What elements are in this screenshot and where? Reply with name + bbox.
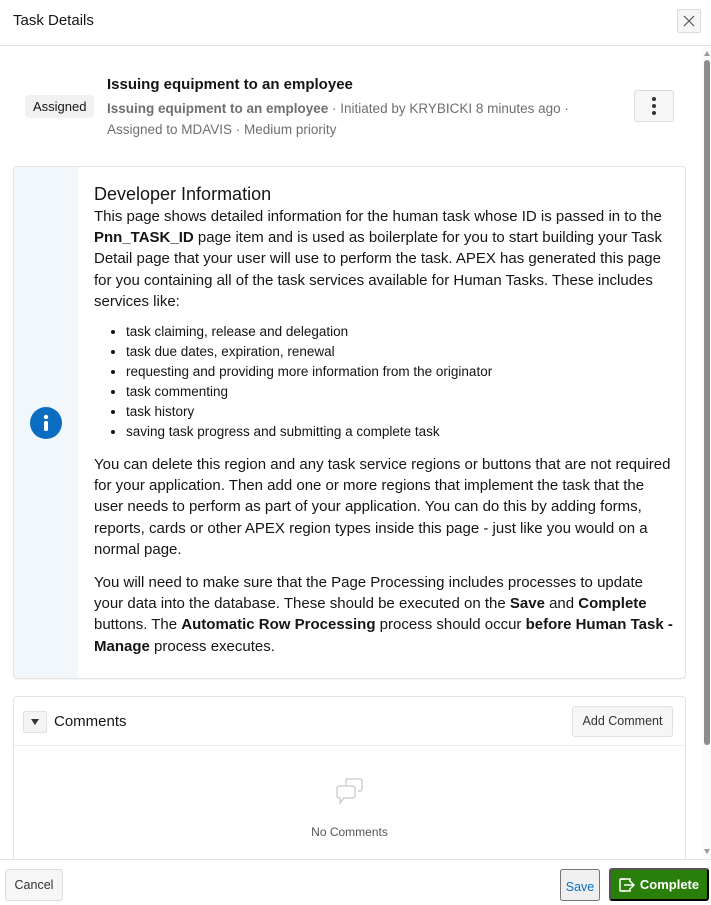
close-icon [683, 15, 695, 27]
intro-paragraph [94, 206, 674, 312]
para-text: and [544, 595, 579, 613]
dialog-footer [0, 859, 711, 905]
list-item: • task claiming, release and delegation [126, 322, 674, 342]
comments-region [13, 696, 686, 859]
scroll-down-arrow-icon[interactable] [704, 849, 710, 854]
task-initiated: · Initiated by KRYBICKI 8 minutes ago · [328, 101, 569, 116]
page-processing-paragraph [94, 572, 674, 657]
task-actions-menu-button[interactable] [634, 90, 674, 122]
comments-icon [335, 777, 365, 807]
info-glyph [30, 407, 62, 439]
delete-region-paragraph: You can delete this region and any task service regions or buttons that are not required for your application. Then add one or more regions that implement the task that the user needs to perform as part of your application. You can do this by adding forms, reports, cards or other APEX region types inside this page - just like you would on a normal page. [94, 456, 671, 558]
list-item: • task history [126, 402, 674, 422]
comments-title: Comments [54, 713, 127, 730]
para-text: You will need to make sure that the Page Processing includes processes to update your data into the database. These should be executed on the [94, 574, 643, 613]
para-bold: before Human Task - Manage [94, 616, 673, 655]
dialog-titlebar [0, 0, 711, 46]
vertical-scrollbar[interactable] [703, 47, 711, 859]
info-icon-column [14, 167, 78, 678]
sign-out-icon [619, 878, 635, 892]
para-text: buttons. The [94, 616, 182, 634]
more-vertical-icon-dot [652, 104, 656, 108]
cancel-button[interactable]: Cancel [5, 869, 63, 901]
more-vertical-icon [652, 97, 656, 101]
para-text: process should occur [375, 616, 526, 634]
status-badge: Assigned [25, 95, 94, 118]
close-button[interactable] [677, 9, 701, 33]
task-meta [107, 98, 607, 140]
developer-information-heading: Developer Information [94, 184, 272, 204]
scrollbar-thumb[interactable] [704, 60, 710, 745]
para-bold: Save [509, 595, 545, 613]
more-vertical-icon-dot [652, 111, 656, 115]
services-list [126, 322, 674, 442]
para-text: process executes. [149, 637, 275, 655]
intro-text: This page shows detailed information for the human task whose ID is passed in to the [94, 208, 662, 225]
no-comments-text: No Comments [311, 825, 388, 839]
add-comment-button[interactable]: Add Comment [572, 706, 673, 737]
dialog-title: Task Details [13, 12, 94, 29]
task-title: Issuing equipment to an employee [107, 76, 353, 93]
developer-information-region [13, 166, 686, 679]
save-button[interactable]: Save [560, 869, 600, 901]
complete-button[interactable] [609, 868, 709, 901]
dialog-content [0, 47, 711, 859]
list-item: • requesting and providing more information from the originator [126, 362, 674, 382]
scroll-up-arrow-icon[interactable] [704, 51, 710, 56]
list-item: • task due dates, expiration, renewal [126, 342, 674, 362]
intro-bold-item: Pnn_TASK_ID [94, 229, 194, 247]
para-bold: Automatic Row Processing [181, 616, 376, 634]
comments-collapse-toggle[interactable] [23, 711, 47, 733]
task-assignment: Assigned to MDAVIS · Medium priority [107, 122, 337, 137]
complete-label: Complete [639, 877, 700, 892]
list-item: • task commenting [126, 382, 674, 402]
task-subject: Issuing equipment to an employee [107, 101, 329, 116]
comments-header [14, 697, 685, 746]
para-bold: Complete [578, 595, 647, 613]
developer-information-body [94, 183, 674, 669]
task-header [0, 47, 700, 157]
caret-down-icon [31, 719, 39, 725]
list-item: • saving task progress and submitting a complete task [126, 422, 674, 442]
intro-text: page item and is used as boilerplate for you to start building your Task Detail page that your user will use to perform the task. APEX has generated this page for you containing all of the task services available for Human Tasks. These includes services like: [94, 229, 663, 310]
info-icon [30, 407, 62, 439]
